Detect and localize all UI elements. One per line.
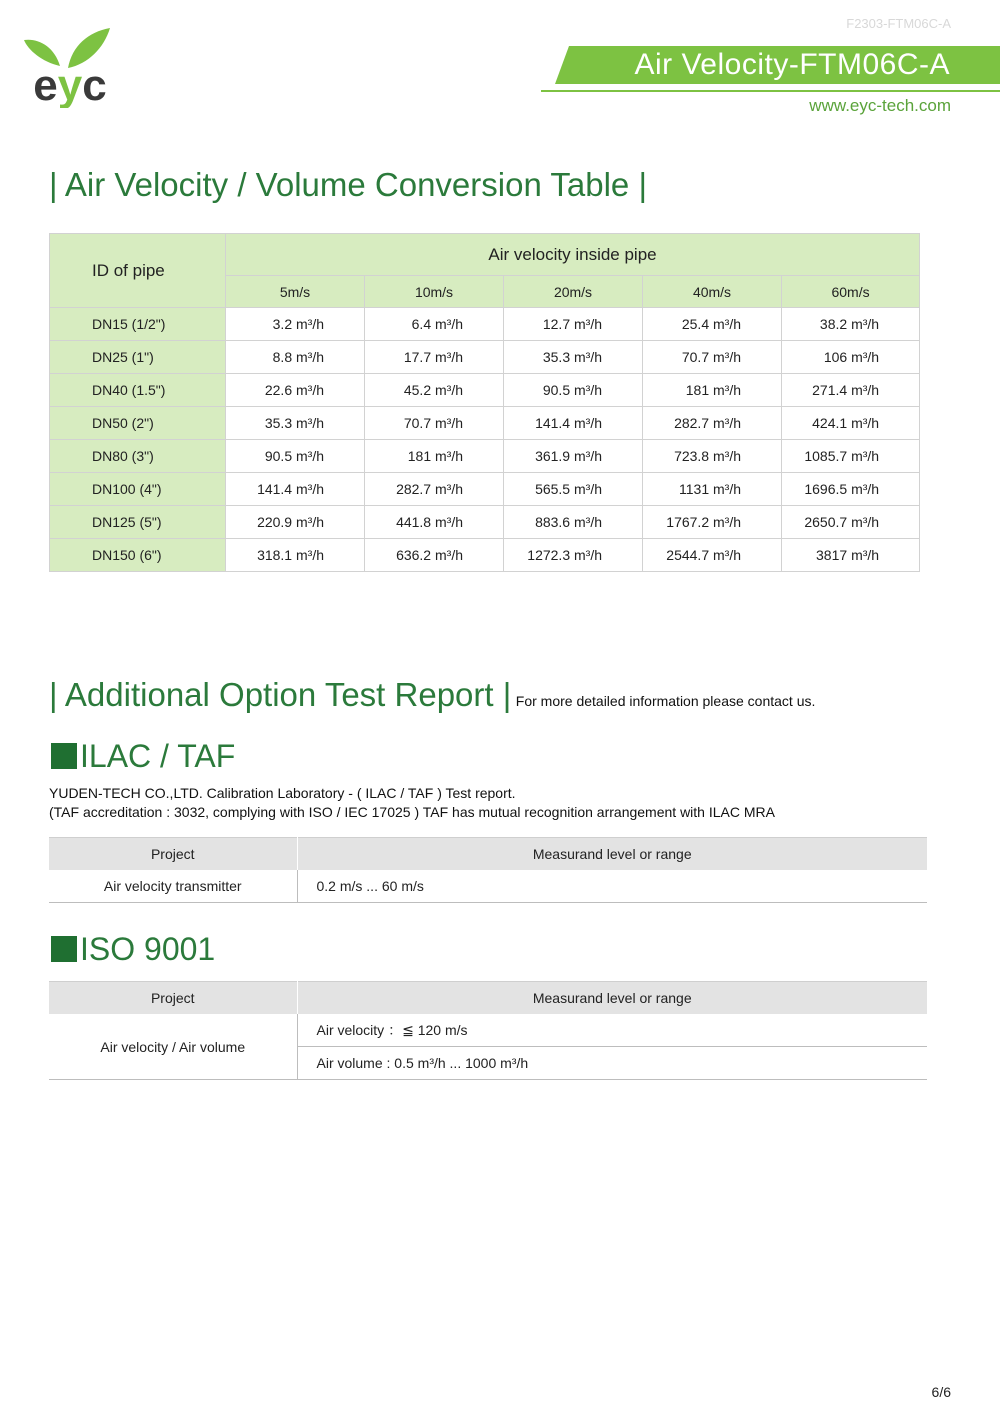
volume-unit: m³/h xyxy=(851,514,880,530)
volume-unit: m³/h xyxy=(574,415,602,431)
volume-cell xyxy=(504,440,643,473)
speed-header: 5m/s xyxy=(226,276,365,308)
table-row xyxy=(50,440,920,473)
iso-project-cell: Air velocity / Air volume xyxy=(49,1014,297,1080)
volume-unit: m³/h xyxy=(713,415,741,431)
ilac-project-header: Project xyxy=(49,838,297,871)
volume-unit: m³/h xyxy=(435,481,463,497)
pipe-id-cell: DN125 (5") xyxy=(50,506,226,539)
iso-range-cell-2: Air volume : 0.5 m³/h ... 1000 m³/h xyxy=(297,1047,927,1080)
volume-unit: m³/h xyxy=(435,415,463,431)
volume-value: 220.9 xyxy=(257,514,293,530)
volume-unit: m³/h xyxy=(435,448,463,464)
volume-value: 636.2 xyxy=(396,547,432,563)
volume-unit: m³/h xyxy=(851,382,880,398)
volume-value: 141.4 xyxy=(535,415,571,431)
volume-unit: m³/h xyxy=(574,349,602,365)
volume-unit: m³/h xyxy=(574,382,602,398)
volume-unit: m³/h xyxy=(851,349,880,365)
volume-unit: m³/h xyxy=(296,514,324,530)
volume-cell xyxy=(226,374,365,407)
volume-cell xyxy=(226,341,365,374)
table-row xyxy=(50,473,920,506)
volume-cell xyxy=(782,440,920,473)
table-row xyxy=(50,407,920,440)
volume-unit: m³/h xyxy=(296,349,324,365)
speed-header: 10m/s xyxy=(365,276,504,308)
ilac-heading-text: ILAC / TAF xyxy=(80,738,236,774)
volume-unit: m³/h xyxy=(574,514,602,530)
pipe-id-cell: DN25 (1") xyxy=(50,341,226,374)
volume-unit: m³/h xyxy=(574,448,602,464)
volume-value: 1696.5 xyxy=(804,481,848,497)
volume-value: 1131 xyxy=(679,481,710,497)
volume-unit: m³/h xyxy=(574,316,602,332)
website-link[interactable]: www.eyc-tech.com xyxy=(809,96,951,115)
volume-unit: m³/h xyxy=(435,349,463,365)
volume-cell xyxy=(226,539,365,572)
volume-cell xyxy=(643,473,782,506)
iso-range-header: Measurand level or range xyxy=(297,982,927,1015)
iso-heading-text: ISO 9001 xyxy=(80,931,216,967)
eyc-logo xyxy=(22,24,118,108)
volume-cell xyxy=(504,506,643,539)
speed-header: 40m/s xyxy=(643,276,782,308)
volume-unit: m³/h xyxy=(851,448,880,464)
pipe-id-cell: DN80 (3") xyxy=(50,440,226,473)
header-rule xyxy=(541,90,1000,92)
volume-unit: m³/h xyxy=(574,547,602,563)
volume-value: 1272.3 xyxy=(527,547,571,563)
volume-unit: m³/h xyxy=(296,481,324,497)
ilac-table xyxy=(49,837,927,903)
volume-cell xyxy=(504,308,643,341)
volume-unit: m³/h xyxy=(574,481,602,497)
volume-cell xyxy=(365,308,504,341)
ilac-line-1: YUDEN-TECH CO.,LTD. Calibration Laboratory - ( ILAC / TAF ) Test report. xyxy=(49,785,516,801)
table-row xyxy=(50,341,920,374)
volume-cell xyxy=(643,308,782,341)
ilac-description xyxy=(49,784,775,822)
volume-cell xyxy=(504,407,643,440)
volume-cell xyxy=(365,374,504,407)
conversion-body xyxy=(50,308,920,572)
volume-unit: m³/h xyxy=(296,316,324,332)
volume-cell xyxy=(782,506,920,539)
volume-value: 883.6 xyxy=(535,514,571,530)
ilac-line-2: (TAF accreditation : 3032, complying with ISO / IEC 17025 ) TAF has mutual recognition arrangement with ILAC MRA xyxy=(49,804,775,820)
volume-value: 35.3 xyxy=(264,415,293,431)
volume-unit: m³/h xyxy=(713,316,741,332)
document-code: F2303-FTM06C-A xyxy=(846,16,951,31)
volume-cell xyxy=(782,308,920,341)
volume-cell xyxy=(226,308,365,341)
pipe-id-cell: DN150 (6") xyxy=(50,539,226,572)
volume-cell xyxy=(365,407,504,440)
iso-heading xyxy=(51,931,215,968)
volume-value: 22.6 xyxy=(264,382,293,398)
volume-cell xyxy=(504,341,643,374)
volume-cell xyxy=(226,440,365,473)
volume-value: 35.3 xyxy=(542,349,571,365)
volume-cell xyxy=(643,341,782,374)
volume-unit: m³/h xyxy=(851,547,880,563)
square-bullet-icon xyxy=(51,936,77,962)
volume-cell xyxy=(643,374,782,407)
volume-value: 141.4 xyxy=(257,481,293,497)
ilac-range-header: Measurand level or range xyxy=(297,838,927,871)
volume-cell xyxy=(643,440,782,473)
volume-value: 8.8 xyxy=(272,349,293,365)
table-row xyxy=(50,374,920,407)
volume-value: 565.5 xyxy=(535,481,571,497)
volume-cell xyxy=(643,539,782,572)
volume-cell xyxy=(643,407,782,440)
volume-unit: m³/h xyxy=(435,382,463,398)
additional-section-title-row xyxy=(49,676,815,714)
product-title: Air Velocity-FTM06C-A xyxy=(634,48,950,81)
pipe-id-cell: DN40 (1.5") xyxy=(50,374,226,407)
volume-unit: m³/h xyxy=(713,514,741,530)
additional-section-title: | Additional Option Test Report | xyxy=(49,676,512,713)
contact-note: For more detailed information please contact us. xyxy=(515,693,816,709)
volume-unit: m³/h xyxy=(713,481,741,497)
speed-header: 60m/s xyxy=(782,276,920,308)
pipe-id-cell: DN100 (4") xyxy=(50,473,226,506)
volume-cell xyxy=(504,374,643,407)
volume-cell xyxy=(782,374,920,407)
ilac-range-cell: 0.2 m/s ... 60 m/s xyxy=(297,870,927,903)
svg-text:eyc: eyc xyxy=(33,61,107,108)
volume-value: 271.4 xyxy=(812,382,848,398)
volume-unit: m³/h xyxy=(851,481,880,497)
pipe-id-cell: DN15 (1/2") xyxy=(50,308,226,341)
volume-value: 2544.7 xyxy=(666,547,710,563)
volume-value: 106 xyxy=(823,349,848,365)
square-bullet-icon xyxy=(51,743,77,769)
table-row xyxy=(50,539,920,572)
volume-unit: m³/h xyxy=(296,382,324,398)
conversion-table xyxy=(49,233,920,572)
volume-value: 723.8 xyxy=(674,448,710,464)
volume-value: 70.7 xyxy=(403,415,432,431)
volume-cell xyxy=(643,506,782,539)
volume-value: 361.9 xyxy=(535,448,571,464)
table-row xyxy=(49,870,927,903)
volume-unit: m³/h xyxy=(851,316,880,332)
volume-cell xyxy=(782,539,920,572)
volume-unit: m³/h xyxy=(713,547,741,563)
volume-value: 424.1 xyxy=(812,415,848,431)
volume-value: 38.2 xyxy=(819,316,848,332)
volume-value: 181 xyxy=(685,382,710,398)
volume-value: 45.2 xyxy=(403,382,432,398)
volume-cell xyxy=(365,506,504,539)
volume-unit: m³/h xyxy=(435,316,463,332)
volume-value: 70.7 xyxy=(681,349,710,365)
volume-value: 441.8 xyxy=(396,514,432,530)
speed-header: 20m/s xyxy=(504,276,643,308)
volume-unit: m³/h xyxy=(296,415,324,431)
volume-value: 282.7 xyxy=(674,415,710,431)
volume-unit: m³/h xyxy=(713,349,741,365)
volume-value: 318.1 xyxy=(257,547,293,563)
volume-unit: m³/h xyxy=(435,547,463,563)
volume-unit: m³/h xyxy=(296,547,324,563)
volume-cell xyxy=(365,440,504,473)
volume-unit: m³/h xyxy=(851,415,880,431)
pipe-id-cell: DN50 (2") xyxy=(50,407,226,440)
volume-value: 25.4 xyxy=(681,316,710,332)
iso-project-header: Project xyxy=(49,982,297,1015)
volume-value: 90.5 xyxy=(542,382,571,398)
iso-range-cell-1: Air velocity ：≦ 120 m/s xyxy=(297,1014,927,1047)
volume-cell xyxy=(782,473,920,506)
table-row xyxy=(50,506,920,539)
volume-value: 3817 xyxy=(816,547,848,563)
iso-table xyxy=(49,981,927,1080)
pipe-id-header: ID of pipe xyxy=(50,234,226,308)
volume-unit: m³/h xyxy=(296,448,324,464)
page-number: 6/6 xyxy=(931,1384,951,1400)
volume-value: 12.7 xyxy=(542,316,571,332)
ilac-heading xyxy=(51,738,235,775)
table-row xyxy=(50,308,920,341)
volume-cell xyxy=(782,407,920,440)
table-row xyxy=(49,1014,927,1047)
volume-value: 2650.7 xyxy=(804,514,848,530)
volume-cell xyxy=(782,341,920,374)
volume-value: 90.5 xyxy=(264,448,293,464)
volume-value: 1767.2 xyxy=(666,514,710,530)
volume-unit: m³/h xyxy=(713,382,741,398)
volume-cell xyxy=(365,473,504,506)
volume-value: 1085.7 xyxy=(804,448,848,464)
volume-cell xyxy=(365,539,504,572)
velocity-header: Air velocity inside pipe xyxy=(226,234,920,276)
volume-value: 6.4 xyxy=(411,316,432,332)
volume-cell xyxy=(365,341,504,374)
volume-value: 181 xyxy=(407,448,432,464)
volume-unit: m³/h xyxy=(713,448,741,464)
volume-value: 17.7 xyxy=(403,349,432,365)
volume-cell xyxy=(226,506,365,539)
volume-cell xyxy=(226,473,365,506)
volume-value: 282.7 xyxy=(396,481,432,497)
ilac-project-cell: Air velocity transmitter xyxy=(49,870,297,903)
volume-cell xyxy=(504,473,643,506)
conversion-table-title: | Air Velocity / Volume Conversion Table | xyxy=(49,166,648,203)
volume-value: 3.2 xyxy=(272,316,293,332)
volume-unit: m³/h xyxy=(435,514,463,530)
volume-cell xyxy=(504,539,643,572)
volume-cell xyxy=(226,407,365,440)
